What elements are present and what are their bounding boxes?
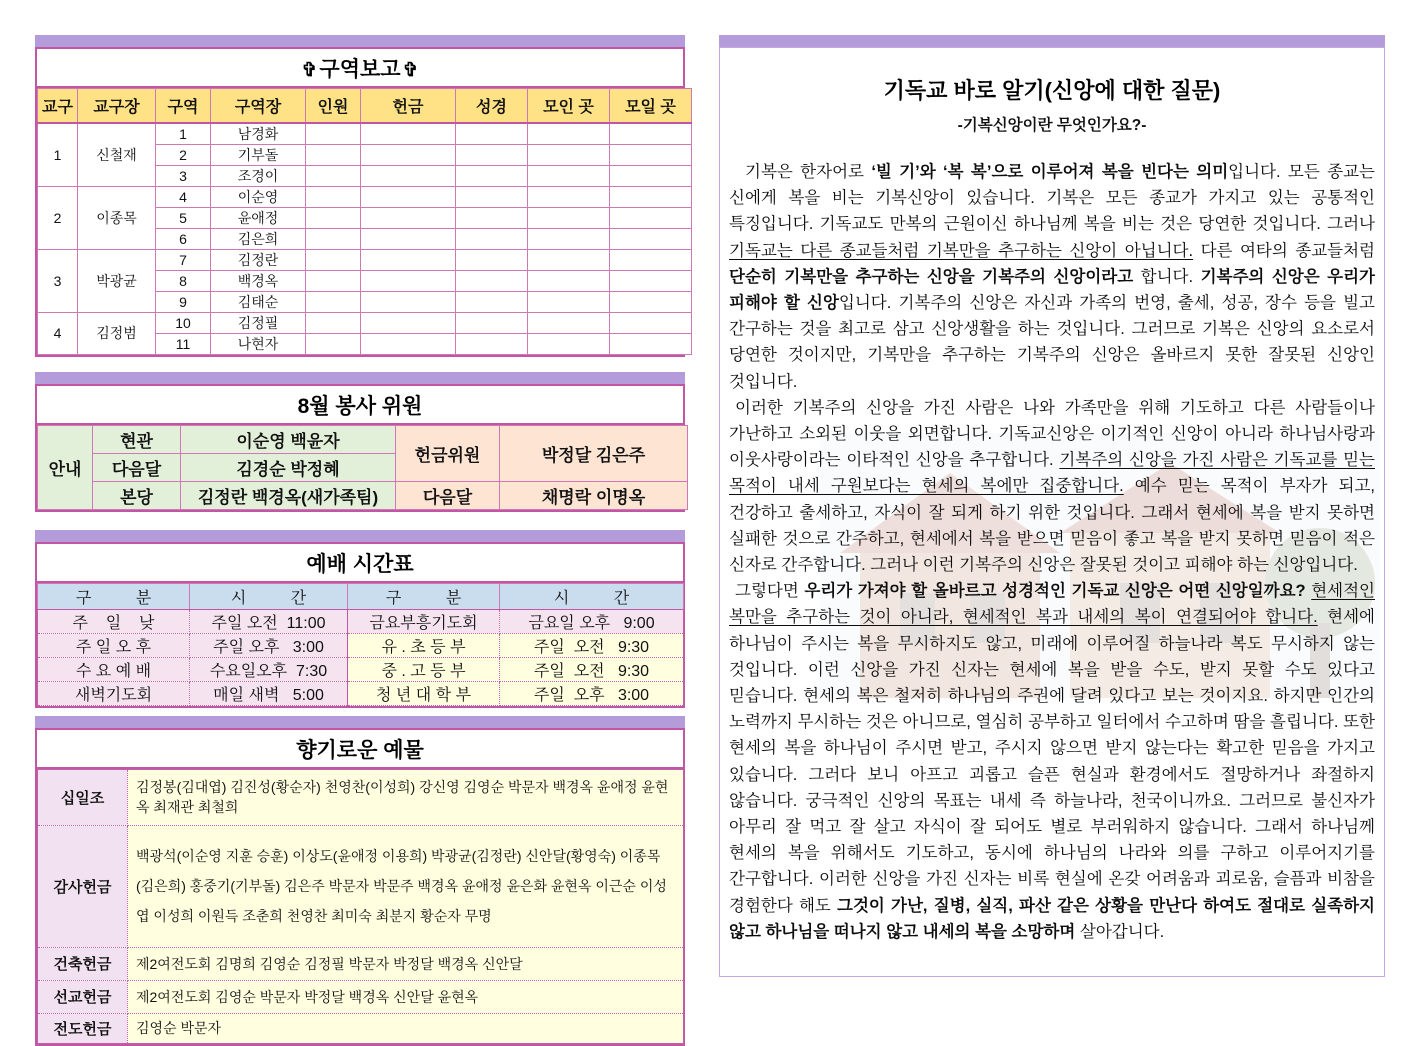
service-name: 주 일 낮 bbox=[38, 609, 190, 633]
empty-cell bbox=[528, 123, 610, 145]
service-name: 주 일 오 후 bbox=[38, 633, 190, 657]
empty-cell bbox=[528, 270, 610, 291]
offering-label: 헌금위원 bbox=[396, 425, 500, 481]
empty-cell bbox=[456, 144, 528, 165]
cross-icon: ✞ bbox=[301, 60, 318, 81]
article-subtitle: -기복신앙이란 무엇인가요?- bbox=[957, 117, 1147, 134]
worship-schedule-title: 예배 시간표 bbox=[37, 544, 683, 583]
service-committee-title: 8월 봉사 위원 bbox=[37, 386, 683, 425]
empty-cell bbox=[610, 312, 692, 333]
empty-cell bbox=[610, 144, 692, 165]
empty-cell bbox=[528, 207, 610, 228]
offering-next-names: 채명락 이명옥 bbox=[500, 481, 688, 509]
section-divider-bar bbox=[35, 530, 685, 542]
col-header: 구역 bbox=[156, 89, 211, 123]
service-time: 주일 오전 9:30 bbox=[500, 657, 684, 681]
empty-cell bbox=[528, 312, 610, 333]
table-header-row bbox=[38, 89, 692, 123]
empty-cell bbox=[306, 123, 361, 145]
offering-type: 전도헌금 bbox=[38, 1013, 128, 1043]
col-header: 인원 bbox=[306, 89, 361, 123]
article-paragraph: 기복은 한자어로 ‘빌 기’와 ‘복 복’으로 이루어져 복을 빈다는 의미입니다. 모든 종교는 신에게 복을 비는 기복신앙이 있습니다. 기복은 모든 종교가 가지고 있는 공통적인 특징입니다. 기독교도 만복의 근원이신 하나님께 복을 비는 것은 당연한 것입니다. 그러나 기독교는 다른 종교들처럼 기복만을 추구하는 신앙이 아닙니다. 다른 여타의 종교들처럼 단순히 기복만을 추구하는 신앙을 기복주의 신앙이라고 합니다. 기복주의 신앙은 우리가 피해야 할 신앙입니다. 기복주의 신앙은 자신과 가족의 번영, 출세, 성공, 장수 등을 빌고 간구하는 것을 최고로 삼고 신앙생활을 하는 것입니다. 그러므로 기복은 신앙의 요소로서 당연한 것이지만, 기복만을 추구하는 기복주의 신앙은 올바르지 못한 잘못된 신앙인 것입니다. bbox=[729, 163, 1375, 391]
district-no: 4 bbox=[38, 312, 78, 354]
empty-cell bbox=[306, 270, 361, 291]
empty-cell bbox=[528, 165, 610, 186]
empty-cell bbox=[306, 249, 361, 270]
zone-leader: 백경옥 bbox=[211, 270, 306, 291]
table-row bbox=[38, 681, 684, 705]
service-name: 유 . 초 등 부 bbox=[348, 633, 500, 657]
member-names: 김경순 박정혜 bbox=[181, 453, 396, 481]
empty-cell bbox=[456, 249, 528, 270]
zone-leader: 기부돌 bbox=[211, 144, 306, 165]
cross-icon: ✞ bbox=[402, 60, 419, 81]
section-divider-bar bbox=[719, 35, 1385, 47]
table-row bbox=[38, 825, 684, 947]
zone-leader: 나현자 bbox=[211, 333, 306, 354]
col-header: 모인 곳 bbox=[528, 89, 610, 123]
empty-cell bbox=[610, 165, 692, 186]
zone-leader: 김정란 bbox=[211, 249, 306, 270]
section-divider-bar bbox=[35, 372, 685, 384]
article-body bbox=[729, 159, 1375, 945]
empty-cell bbox=[361, 165, 456, 186]
empty-cell bbox=[306, 207, 361, 228]
col-header: 시 간 bbox=[190, 583, 348, 609]
empty-cell bbox=[528, 228, 610, 249]
article-paragraph: 이러한 기복주의 신앙을 가진 사람은 나와 가족만을 위해 기도하고 다른 사람들이나 가난하고 소외된 이웃을 외면합니다. 기독교신앙은 이기적인 신앙이 아니라 하나님사랑과 이웃사랑이라는 이타적인 신앙을 추구합니다. 기복주의 신앙을 가진 사람은 기독교를 믿는 목적이 내세 구원보다는 현세의 복에만 집중합니다. 예수 믿는 목적이 부자가 되고, 건강하고 출세하고, 자식이 잘 되게 하기 위한 것입니다. 그래서 현세에 복을 받지 못하면 실패한 것으로 간주하고, 현세에서 복을 받으면 믿음이 좋고 복을 받지 못하면 믿음이 적은 신자로 간주합니다. 그러나 이런 기복주의 신앙은 잘못된 것이고 피해야 하는 신앙입니다. bbox=[729, 398, 1375, 575]
table-row bbox=[38, 980, 684, 1013]
empty-cell bbox=[306, 165, 361, 186]
empty-cell bbox=[528, 186, 610, 207]
zone-leader: 남경화 bbox=[211, 123, 306, 145]
district-report-title bbox=[37, 49, 683, 88]
offering-type: 선교헌금 bbox=[38, 980, 128, 1013]
table-header-row bbox=[38, 583, 684, 609]
offering-names: 김정봉(김대엽) 김진성(황순자) 천영찬(이성희) 강신영 김영순 박문자 백경옥 윤애정 윤현옥 최재관 최철희 bbox=[128, 769, 684, 825]
empty-cell bbox=[361, 207, 456, 228]
offerings-table bbox=[37, 769, 684, 1044]
empty-cell bbox=[528, 144, 610, 165]
empty-cell bbox=[306, 144, 361, 165]
empty-cell bbox=[456, 165, 528, 186]
place-label: 현관 bbox=[93, 425, 181, 453]
offering-names: 박정달 김은주 bbox=[500, 425, 688, 481]
table-row bbox=[38, 425, 688, 453]
zone-no: 5 bbox=[156, 207, 211, 228]
zone-no: 1 bbox=[156, 123, 211, 145]
empty-cell bbox=[306, 186, 361, 207]
empty-cell bbox=[528, 249, 610, 270]
zone-leader: 김태순 bbox=[211, 291, 306, 312]
empty-cell bbox=[361, 333, 456, 354]
empty-cell bbox=[610, 291, 692, 312]
section-divider-bar bbox=[35, 35, 685, 47]
district-report-title-text: 구역보고 bbox=[319, 58, 401, 81]
empty-cell bbox=[610, 333, 692, 354]
offering-type: 건축헌금 bbox=[38, 947, 128, 980]
district-no: 2 bbox=[38, 186, 78, 249]
empty-cell bbox=[456, 333, 528, 354]
article-title: 기독교 바로 알기(신앙에 대한 질문) bbox=[883, 78, 1221, 103]
table-row bbox=[38, 1013, 684, 1043]
empty-cell bbox=[610, 228, 692, 249]
service-name: 수 요 예 배 bbox=[38, 657, 190, 681]
zone-leader: 김은희 bbox=[211, 228, 306, 249]
service-committee-table bbox=[37, 425, 688, 510]
district-no: 3 bbox=[38, 249, 78, 312]
col-header: 구 분 bbox=[348, 583, 500, 609]
empty-cell bbox=[456, 123, 528, 145]
empty-cell bbox=[610, 123, 692, 145]
article-paragraph: 그렇다면 우리가 가져야 할 올바르고 성경적인 기독교 신앙은 어떤 신앙일까요? 현세적인 복만을 추구하는 것이 아니라, 현세적인 복과 내세의 복이 연결되어야 합니다. 현세에 하나님이 주시는 복을 무시하지도 않고, 미래에 이루어질 하늘나라 복도 무시하지 않는 것입니다. 이런 신앙을 가진 신자는 현세에 복을 받을 수도, 받지 못할 수도 있다고 믿습니다. 현세의 복은 철저히 하나님의 주권에 달려 있다고 보는 것이지요. 하지만 인간의 노력까지 무시하는 것은 아니므로, 열심히 공부하고 일터에서 수고하며 땀을 흘립니다. 또한 현세의 복을 하나님이 주시면 받고, 주시지 않으면 받지 않는다는 확고한 믿음을 가지고 있습니다. 그러다 보니 아프고 괴롭고 슬픈 현실과 환경에서도 절망하거나 좌절하지 않습니다. 궁극적인 신앙의 목표는 내세 즉 하늘나라, 천국이니까요. 그러므로 불신자가 아무리 잘 먹고 잘 살고 자식이 잘 되어도 별로 부러워하지 않습니다. 그래서 하나님께 현세의 복을 위해서도 기도하고, 동시에 하나님의 나라와 의를 구하고 이루어지기를 간구합니다. 이러한 신앙을 가진 신자는 비록 현실에 온갖 어려움과 괴로움, 슬픔과 비참을 경험한다 해도 그것이 가난, 질병, 실직, 파산 같은 상황을 만난다 하여도 절대로 실족하지 않고 하나님을 떠나지 않고 내세의 복을 소망하며 살아갑니다. bbox=[729, 582, 1375, 941]
table-row bbox=[38, 123, 692, 145]
col-header: 헌금 bbox=[361, 89, 456, 123]
empty-cell bbox=[361, 228, 456, 249]
table-row bbox=[38, 186, 692, 207]
offering-names: 제2여전도회 김영순 박문자 박정달 백경옥 신안달 윤현옥 bbox=[128, 980, 684, 1013]
zone-leader: 김정필 bbox=[211, 312, 306, 333]
empty-cell bbox=[361, 291, 456, 312]
col-header: 모일 곳 bbox=[610, 89, 692, 123]
zone-no: 10 bbox=[156, 312, 211, 333]
offering-names: 제2여전도회 김명희 김영순 김정필 박문자 박정달 백경옥 신안달 bbox=[128, 947, 684, 980]
section-worship-schedule bbox=[35, 530, 685, 708]
empty-cell bbox=[610, 249, 692, 270]
service-name: 금요부흥기도회 bbox=[348, 609, 500, 633]
zone-leader: 윤애정 bbox=[211, 207, 306, 228]
col-header: 구 분 bbox=[38, 583, 190, 609]
empty-cell bbox=[306, 228, 361, 249]
service-time: 수요일오후 7:30 bbox=[190, 657, 348, 681]
offerings-title: 향기로운 예물 bbox=[37, 730, 683, 769]
offering-names: 백광석(이순영 지훈 승훈) 이상도(윤애정 이용희) 박광균(김정란) 신안달(황영숙) 이종목(김은희) 홍중기(기부돌) 김은주 박문자 박문주 백경옥 윤애정 윤은화 윤현옥 이근순 이성엽 이성희 이원득 조춘희 천영찬 최미숙 최분지 황순자 무명 bbox=[128, 825, 684, 947]
empty-cell bbox=[456, 291, 528, 312]
table-row bbox=[38, 312, 692, 333]
district-leader: 신철재 bbox=[78, 123, 156, 187]
zone-no: 11 bbox=[156, 333, 211, 354]
service-time: 주일 오후 3:00 bbox=[500, 681, 684, 705]
zone-no: 8 bbox=[156, 270, 211, 291]
member-names: 김정란 백경옥(새가족팀) bbox=[181, 481, 396, 509]
zone-leader: 이순영 bbox=[211, 186, 306, 207]
empty-cell bbox=[361, 249, 456, 270]
empty-cell bbox=[361, 186, 456, 207]
place-label: 다음달 bbox=[93, 453, 181, 481]
zone-no: 7 bbox=[156, 249, 211, 270]
zone-leader: 조경이 bbox=[211, 165, 306, 186]
empty-cell bbox=[361, 144, 456, 165]
col-header: 교구장 bbox=[78, 89, 156, 123]
col-header: 시 간 bbox=[500, 583, 684, 609]
col-header: 성경 bbox=[456, 89, 528, 123]
section-divider-bar bbox=[35, 716, 685, 728]
empty-cell bbox=[306, 333, 361, 354]
table-row bbox=[38, 657, 684, 681]
district-leader: 박광균 bbox=[78, 249, 156, 312]
member-names: 이순영 백윤자 bbox=[181, 425, 396, 453]
offering-type: 십일조 bbox=[38, 769, 128, 825]
offering-names: 김영순 박문자 bbox=[128, 1013, 684, 1043]
place-label: 본당 bbox=[93, 481, 181, 509]
empty-cell bbox=[610, 270, 692, 291]
col-header: 구역장 bbox=[211, 89, 306, 123]
zone-no: 3 bbox=[156, 165, 211, 186]
service-name: 중 . 고 등 부 bbox=[348, 657, 500, 681]
offering-next-label: 다음달 bbox=[396, 481, 500, 509]
section-service-committee bbox=[35, 372, 685, 512]
section-offerings bbox=[35, 716, 685, 1046]
empty-cell bbox=[610, 186, 692, 207]
table-row bbox=[38, 769, 684, 825]
empty-cell bbox=[306, 291, 361, 312]
empty-cell bbox=[306, 312, 361, 333]
right-column bbox=[719, 35, 1385, 977]
service-time: 주일 오전 11:00 bbox=[190, 609, 348, 633]
article-page bbox=[719, 47, 1385, 977]
zone-no: 6 bbox=[156, 228, 211, 249]
table-row bbox=[38, 633, 684, 657]
worship-schedule-table bbox=[37, 583, 684, 706]
table-row bbox=[38, 947, 684, 980]
table-row bbox=[38, 249, 692, 270]
empty-cell bbox=[456, 270, 528, 291]
empty-cell bbox=[361, 270, 456, 291]
empty-cell bbox=[361, 123, 456, 145]
service-time: 금요일 오후 9:00 bbox=[500, 609, 684, 633]
guide-label: 안내 bbox=[38, 425, 93, 509]
service-name: 새벽기도회 bbox=[38, 681, 190, 705]
empty-cell bbox=[528, 291, 610, 312]
empty-cell bbox=[456, 312, 528, 333]
empty-cell bbox=[361, 312, 456, 333]
district-report-table bbox=[37, 88, 692, 355]
offering-type: 감사헌금 bbox=[38, 825, 128, 947]
empty-cell bbox=[528, 333, 610, 354]
service-time: 주일 오전 9:30 bbox=[500, 633, 684, 657]
left-column bbox=[35, 35, 685, 1046]
service-name: 청 년 대 학 부 bbox=[348, 681, 500, 705]
district-leader: 이종목 bbox=[78, 186, 156, 249]
empty-cell bbox=[610, 207, 692, 228]
col-header: 교구 bbox=[38, 89, 78, 123]
zone-no: 9 bbox=[156, 291, 211, 312]
empty-cell bbox=[456, 228, 528, 249]
district-no: 1 bbox=[38, 123, 78, 187]
service-time: 주일 오후 3:00 bbox=[190, 633, 348, 657]
empty-cell bbox=[456, 186, 528, 207]
service-time: 매일 새벽 5:00 bbox=[190, 681, 348, 705]
table-row bbox=[38, 481, 688, 509]
zone-no: 2 bbox=[156, 144, 211, 165]
district-leader: 김정범 bbox=[78, 312, 156, 354]
empty-cell bbox=[456, 207, 528, 228]
zone-no: 4 bbox=[156, 186, 211, 207]
section-district-report bbox=[35, 35, 685, 357]
table-row bbox=[38, 609, 684, 633]
